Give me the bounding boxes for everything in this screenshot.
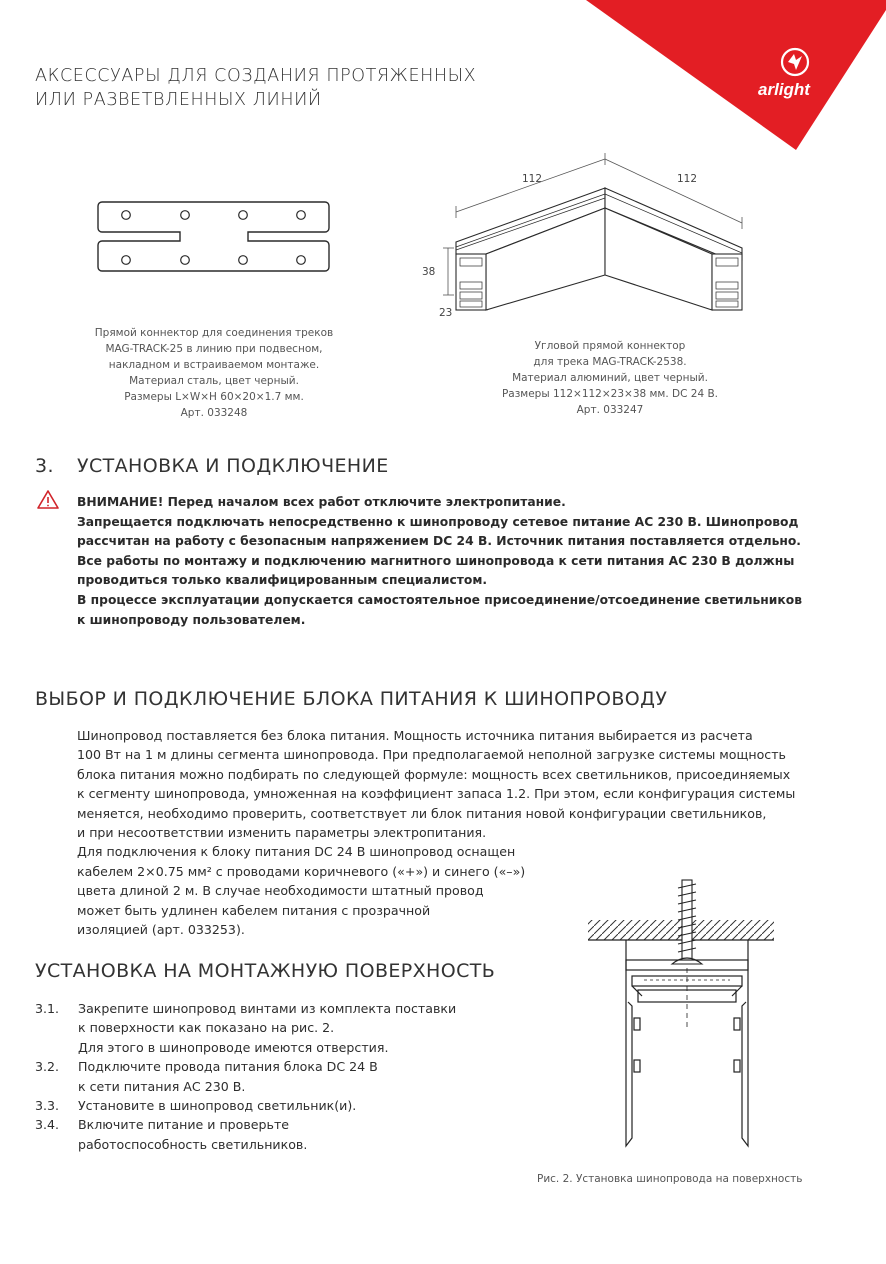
corner-connector-drawing [412, 150, 752, 325]
page-title-line2: ИЛИ РАЗВЕТВЛЕННЫХ ЛИНИЙ [35, 90, 322, 110]
step-number: 3.3. [35, 1098, 60, 1114]
step-number: 3.4. [35, 1117, 60, 1133]
step-item [35, 1057, 456, 1096]
step-line: Для этого в шинопроводе имеются отверстия. [78, 1039, 389, 1055]
caption-line: накладном и встраиваемом монтаже. [108, 359, 320, 371]
step-line: к поверхности как показано на рис. 2. [78, 1020, 335, 1036]
paragraph-line: может быть удлинен кабелем питания с прозрачной [77, 902, 431, 918]
caption-line: Прямой коннектор для соединения треков [94, 327, 334, 339]
page-title [35, 64, 476, 112]
paragraph-line: блока питания можно подбирать по следующей формуле: мощность всех светильников, присоединяемых [77, 766, 791, 782]
brand-corner [586, 0, 886, 150]
paragraph-line: кабелем 2×0.75 мм² с проводами коричневого («+») и синего («–») [77, 863, 526, 879]
warning-line: Запрещается подключать непосредственно к шинопроводу сетевое питание АС 230 В. Шинопровод [77, 514, 799, 529]
caption-line: Угловой прямой коннектор [534, 340, 686, 352]
caption-line: Материал алюминий, цвет черный. [512, 372, 708, 384]
section-3-title: УСТАНОВКА И ПОДКЛЮЧЕНИЕ [77, 455, 389, 477]
figure-caption: Рис. 2. Установка шинопровода на поверхность [537, 1173, 803, 1185]
track-mounting-illustration [586, 878, 776, 1150]
dim-label-a: 112 [522, 173, 543, 185]
dim-label-b: 112 [677, 173, 698, 185]
corner-connector-caption [460, 338, 760, 418]
step-line: работоспособность светильников. [78, 1136, 308, 1152]
warning-line: рассчитан на работу с безопасным напряжением DC 24 В. Источник питания поставляется отдельно. [77, 534, 801, 549]
paragraph-line: к сегменту шинопровода, умноженная на коэффициент запаса 1.2. При этом, если конфигурация системы [77, 786, 796, 802]
warning-text [77, 493, 802, 630]
caption-line: MAG-TRACK-25 в линию при подвесном, [105, 343, 323, 355]
step-item [35, 1096, 456, 1115]
paragraph-line: и при несоответствии изменить параметры электропитания. [77, 825, 487, 841]
warning-line: проводиться только квалифицированным специалистом. [77, 573, 488, 588]
brand-name: arlight [758, 80, 810, 99]
caption-line: Арт. 033248 [180, 407, 248, 419]
psu-section-title: ВЫБОР И ПОДКЛЮЧЕНИЕ БЛОКА ПИТАНИЯ К ШИНОПРОВОДУ [35, 688, 668, 710]
step-number: 3.2. [35, 1059, 60, 1075]
step-line: Установите в шинопровод светильник(и). [78, 1098, 357, 1114]
straight-connector-caption [64, 325, 364, 421]
caption-line: Размеры L×W×H 60×20×1.7 мм. [124, 391, 304, 403]
paragraph-line: цвета длиной 2 м. В случае необходимости штатный провод [77, 883, 484, 899]
warning-line: Все работы по монтажу и подключению магнитного шинопровода к сети питания АС 230 В должны [77, 553, 795, 568]
dim-label-h: 38 [422, 266, 436, 278]
step-item [35, 999, 456, 1057]
step-number: 3.1. [35, 1001, 60, 1016]
page-title-line1: АКСЕССУАРЫ ДЛЯ СОЗДАНИЯ ПРОТЯЖЕННЫХ [35, 66, 477, 86]
caption-line: Арт. 033247 [576, 404, 644, 416]
warning-line: ВНИМАНИЕ! Перед началом всех работ отключите электропитание. [77, 495, 566, 509]
screw-icon [672, 880, 702, 1028]
step-item [35, 1115, 456, 1154]
section-3-number: 3. [35, 455, 54, 477]
brand-corner-triangle [586, 0, 886, 150]
paragraph-line: Для подключения к блоку питания DC 24 В шинопровод оснащен [77, 844, 516, 860]
dim-label-w: 23 [439, 307, 453, 319]
paragraph-line: 100 Вт на 1 м длины сегмента шинопровода. При предполагаемой неполной загрузке системы мощность [77, 747, 786, 763]
paragraph-line: меняется, необходимо проверить, соответствует ли блок питания новой конфигурации светильников, [77, 805, 767, 821]
paragraph-line: Шинопровод поставляется без блока питания. Мощность источника питания выбирается из расчета [77, 728, 753, 743]
step-line: к сети питания АС 230 В. [78, 1078, 246, 1094]
step-line: Подключите провода питания блока DC 24 В [78, 1059, 378, 1075]
step-line: Включите питание и проверьте [78, 1117, 290, 1133]
straight-connector-drawing [96, 198, 332, 276]
warning-triangle-icon [36, 489, 60, 510]
caption-line: для трека MAG-TRACK-2538. [533, 356, 687, 368]
step-line: Закрепите шинопровод винтами из комплекта поставки [78, 1001, 457, 1016]
paragraph-line: изоляцией (арт. 033253). [77, 922, 245, 938]
caption-line: Размеры 112×112×23×38 мм. DC 24 В. [501, 388, 719, 400]
warning-line: В процессе эксплуатации допускается самостоятельное присоединение/отсоединение светильников [77, 592, 802, 607]
caption-line: Материал сталь, цвет черный. [129, 375, 299, 387]
mounting-steps [35, 999, 456, 1154]
mounting-section-title: УСТАНОВКА НА МОНТАЖНУЮ ПОВЕРХНОСТЬ [35, 960, 496, 982]
warning-line: к шинопроводу пользователем. [77, 612, 306, 627]
